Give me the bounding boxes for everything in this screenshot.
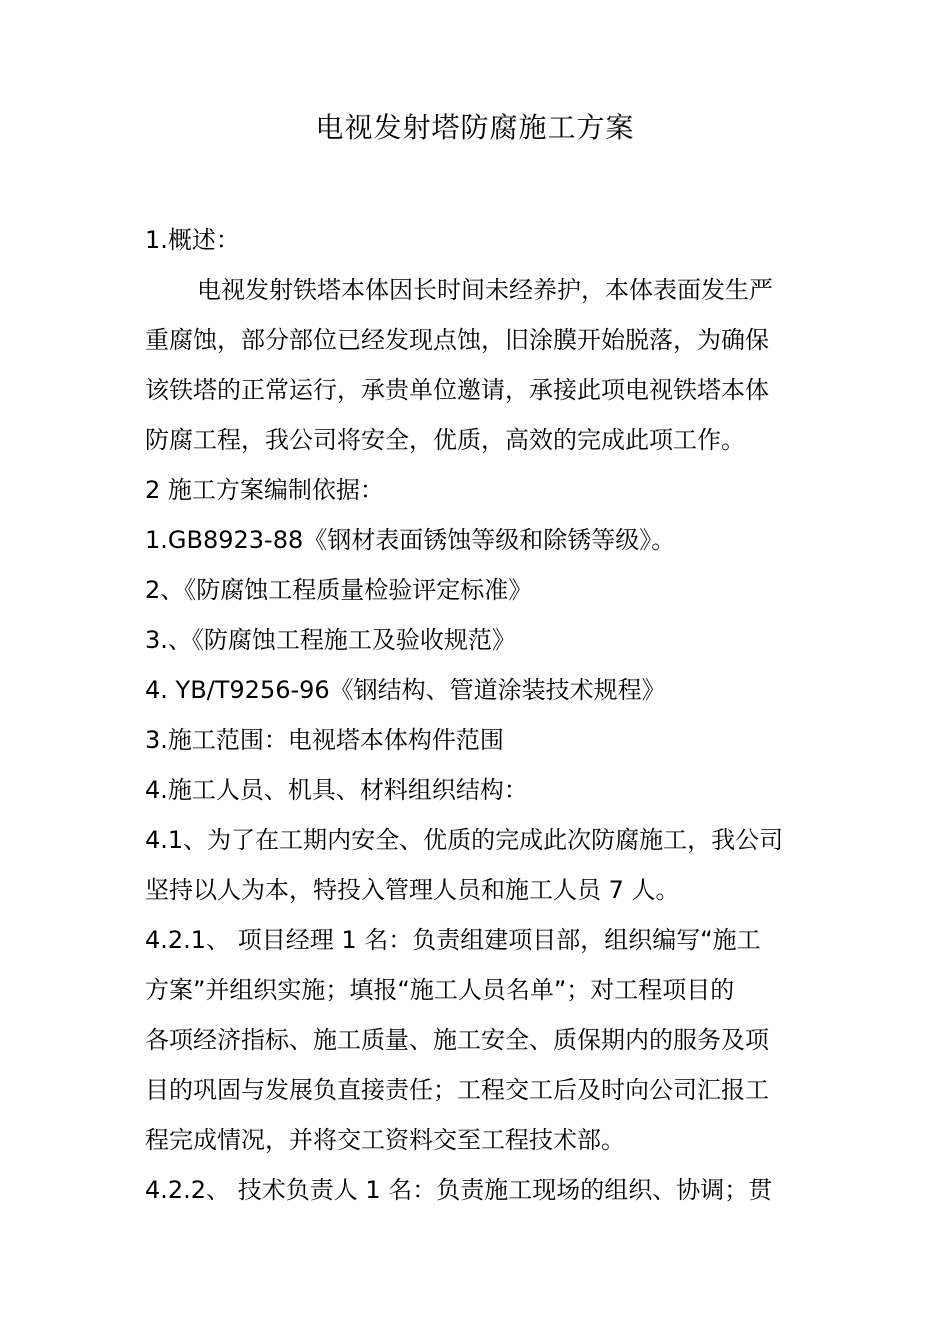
paragraph-line: 程完成情况，并将交工资料交至工程技术部。: [145, 1126, 625, 1154]
heading-scope: 3.施工范围：电视塔本体构件范围: [145, 726, 504, 754]
paragraph-line: 目的巩固与发展负直接责任；工程交工后及时向公司汇报工: [145, 1076, 769, 1104]
list-item: 3.、《防腐蚀工程施工及验收规范》: [145, 626, 516, 654]
paragraph-line: 4.1、为了在工期内安全、优质的完成此次防腐施工，我公司: [145, 826, 784, 854]
paragraph-line: 该铁塔的正常运行，承贵单位邀请，承接此项电视铁塔本体: [145, 376, 769, 404]
document-body: [145, 215, 810, 1215]
list-item: 4. YB/T9256-96《钢结构、管道涂装技术规程》: [145, 676, 666, 704]
paragraph-line: 坚持以人为本，特投入管理人员和施工人员 7 人。: [145, 876, 680, 904]
paragraph-line: 电视发射铁塔本体因长时间未经养护，本体表面发生严: [197, 276, 773, 304]
paragraph-line: 方案”并组织实施；填报“施工人员名单”；对工程项目的: [145, 976, 735, 1004]
paragraph-line: 4.2.2、 技术负责人 1 名：负责施工现场的组织、协调；贯: [145, 1176, 773, 1204]
paragraph-line: 4.2.1、 项目经理 1 名：负责组建项目部，组织编写“施工: [145, 926, 761, 954]
list-item: 2、《防腐蚀工程质量检验评定标准》: [145, 576, 533, 604]
list-item: 1.GB8923-88《钢材表面锈蚀等级和除锈等级》。: [145, 526, 676, 554]
heading-organization: 4.施工人员、机具、材料组织结构：: [145, 776, 528, 804]
paragraph-line: 重腐蚀，部分部位已经发现点蚀，旧涂膜开始脱落，为确保: [145, 326, 769, 354]
document-title: 电视发射塔防腐施工方案: [315, 111, 635, 144]
paragraph-line: 各项经济指标、施工质量、施工安全、质保期内的服务及项: [145, 1026, 769, 1054]
paragraph-line: 防腐工程，我公司将安全，优质，高效的完成此项工作。: [145, 426, 745, 454]
heading-overview: 1.概述：: [145, 226, 240, 254]
heading-basis: 2 施工方案编制依据：: [145, 476, 384, 504]
